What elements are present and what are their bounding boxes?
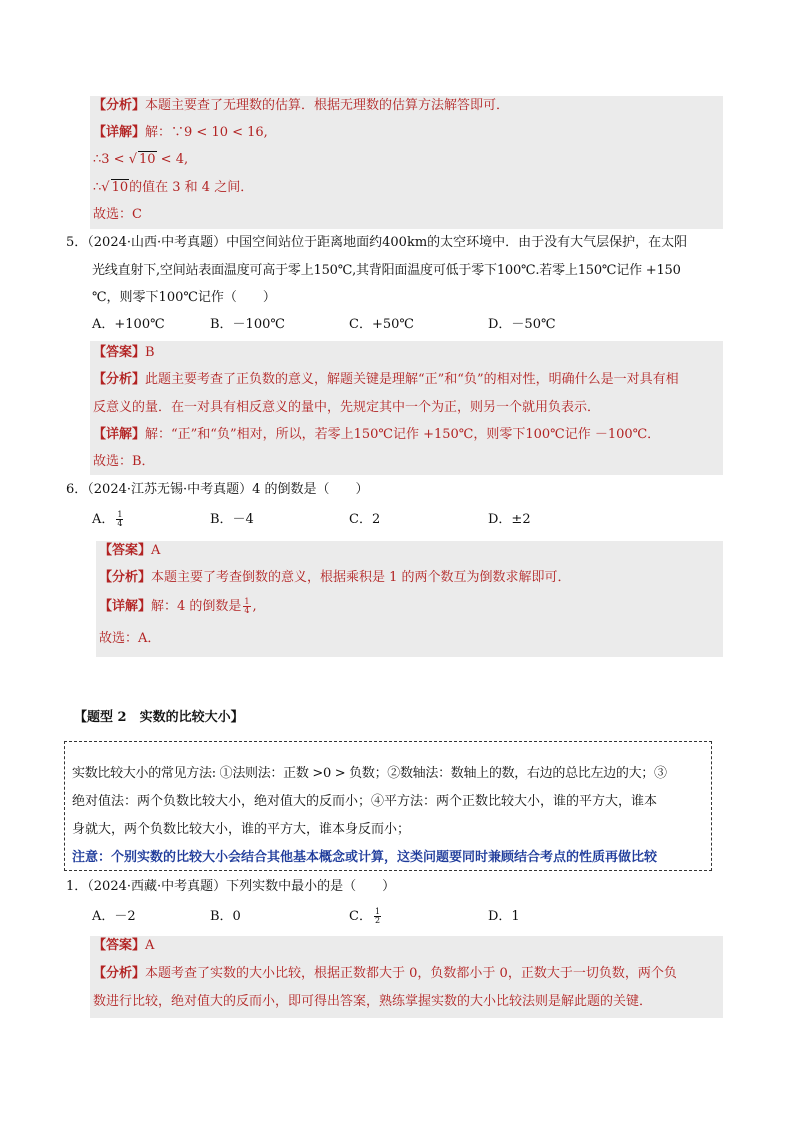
option-c: C．2 bbox=[349, 512, 381, 527]
analysis-line-2: 数进行比较，绝对值大的反而小，即可得出答案，熟练掌握实数的大小比较法则是解此题的关键． bbox=[93, 994, 653, 1009]
denominator: 4 bbox=[244, 606, 250, 615]
analysis-text: 本题主要查了无理数的估算．根据无理数的估算方法解答即可． bbox=[145, 98, 510, 113]
answer-line bbox=[99, 541, 160, 561]
answer-text: A bbox=[145, 938, 155, 953]
detail-tag: 【详解】 bbox=[93, 125, 146, 140]
question-number: 6． bbox=[66, 482, 88, 497]
answer-line bbox=[93, 343, 155, 363]
question-6-line-1 bbox=[66, 480, 369, 500]
detail-tag: 【详解】 bbox=[99, 599, 152, 614]
step1-suffix: < 4, bbox=[156, 152, 189, 167]
analysis-tag: 【分析】 bbox=[93, 372, 146, 387]
question-stem: 4 的倒数是（ ） bbox=[252, 482, 369, 497]
sqrt-symbol: √ bbox=[128, 152, 137, 167]
choice-line: 故选：A． bbox=[99, 631, 161, 646]
detail-suffix: , bbox=[252, 599, 257, 614]
question-source: （2024·江苏无锡·中考真题） bbox=[87, 482, 253, 497]
detail-line bbox=[93, 123, 268, 143]
question-stem: 下列实数中最小的是（ ） bbox=[226, 879, 396, 894]
detail-text: 解：∵9 < 10 < 16, bbox=[145, 125, 268, 140]
detail-line bbox=[93, 425, 660, 445]
analysis-line bbox=[93, 370, 679, 390]
question-source: （2024·山西·中考真题） bbox=[87, 235, 227, 250]
detail-prefix: 解：4 的倒数是 bbox=[151, 599, 242, 614]
answer-line bbox=[93, 936, 154, 956]
sqrt-radicand: 10 bbox=[139, 152, 156, 167]
tip-line-3: 身就大，两个负数比较大小，谁的平方大，谁本身反而小； bbox=[72, 822, 411, 837]
analysis-text: 本题主要了考查倒数的意义，根据乘积是 1 的两个数互为倒数求解即可． bbox=[151, 570, 571, 585]
analysis-line bbox=[93, 96, 509, 116]
option-c: C．+50℃ bbox=[349, 317, 414, 332]
choice-line: 故选：C bbox=[93, 207, 142, 222]
sqrt-radicand: 10 bbox=[111, 180, 129, 195]
option-label: A． bbox=[92, 512, 115, 527]
option-b: B．0 bbox=[210, 909, 241, 924]
fraction bbox=[116, 511, 123, 528]
denominator: 2 bbox=[374, 916, 381, 925]
option-d: D．1 bbox=[488, 909, 520, 924]
option-c bbox=[349, 907, 383, 927]
fraction bbox=[374, 908, 381, 925]
step2-prefix: ∴ bbox=[93, 180, 102, 195]
question-source: （2024·西藏·中考真题） bbox=[87, 879, 227, 894]
question-5-line-3: ℃，则零下100℃记作（ ） bbox=[92, 290, 276, 305]
answer-text: B bbox=[145, 345, 155, 360]
question-5-line-1 bbox=[66, 233, 687, 253]
denominator: 4 bbox=[117, 519, 123, 528]
sqrt-symbol: √ bbox=[101, 180, 110, 195]
detail-tag: 【详解】 bbox=[93, 427, 146, 442]
detail-line bbox=[99, 597, 257, 617]
fraction bbox=[243, 598, 250, 615]
answer-text: A bbox=[151, 543, 161, 558]
option-label: C． bbox=[349, 909, 372, 924]
answer-tag: 【答案】 bbox=[99, 543, 152, 558]
tip-note bbox=[72, 848, 657, 868]
question-1-line-1 bbox=[66, 877, 395, 897]
analysis-line-2: 反意义的量．在一对具有相反意义的量中，先规定其中一个为正，则另一个就用负表示． bbox=[93, 400, 601, 415]
option-a bbox=[92, 510, 125, 530]
note-text: 个别实数的比较大小会结合其他基本概念或计算，这类问题要同时兼顾结合考点的性质再做比较 bbox=[111, 850, 658, 865]
numerator: 1 bbox=[117, 510, 123, 519]
option-a: A．+100℃ bbox=[92, 317, 165, 332]
analysis-text: 此题主要考查了正负数的意义，解题关键是理解“正”和“负”的相对性，明确什么是一对具有相 bbox=[145, 372, 679, 387]
answer-tag: 【答案】 bbox=[93, 345, 146, 360]
option-d: D．±2 bbox=[488, 512, 531, 527]
analysis-tag: 【分析】 bbox=[99, 570, 152, 585]
option-b: B．－100℃ bbox=[210, 317, 285, 332]
detail-step-1 bbox=[93, 150, 188, 170]
option-a: A．－2 bbox=[92, 909, 136, 924]
detail-step-2 bbox=[93, 178, 253, 198]
analysis-line bbox=[99, 568, 571, 588]
numerator: 1 bbox=[244, 597, 250, 606]
step2-suffix: 的值在 3 和 4 之间． bbox=[129, 180, 254, 195]
analysis-text: 本题考查了实数的大小比较，根据正数都大于 0，负数都小于 0，正数大于一切负数，两个负 bbox=[145, 966, 677, 981]
question-number: 1． bbox=[66, 879, 88, 894]
detail-text: 解：“正”和“负”相对，所以，若零上150℃记作 +150℃，则零下100℃记作 －100℃． bbox=[145, 427, 661, 442]
choice-line: 故选：B． bbox=[93, 454, 155, 469]
option-b: B．－4 bbox=[210, 512, 254, 527]
question-number: 5． bbox=[66, 235, 88, 250]
step1-prefix: ∴3 < bbox=[93, 152, 129, 167]
analysis-tag: 【分析】 bbox=[93, 98, 146, 113]
option-d: D．－50℃ bbox=[488, 317, 556, 332]
analysis-tag: 【分析】 bbox=[93, 966, 146, 981]
tip-line-2: 绝对值法：两个负数比较大小，绝对值大的反而小；④平方法：两个正数比较大小，谁的平方大，谁本 bbox=[72, 794, 658, 809]
note-label: 注意： bbox=[72, 850, 112, 865]
question-stem: 中国空间站位于距离地面约400km的太空环境中．由于没有大气层保护，在太阳 bbox=[226, 235, 688, 250]
question-5-line-2: 光线直射下,空间站表面温度可高于零上150℃,其背阳面温度可低于零下100℃.若零上150℃记作 +150 bbox=[92, 263, 681, 278]
numerator: 1 bbox=[374, 907, 381, 916]
answer-tag: 【答案】 bbox=[93, 938, 146, 953]
analysis-line bbox=[93, 964, 677, 984]
tip-line-1: 实数比较大小的常见方法: ①法则法：正数 >0 > 负数；②数轴法：数轴上的数，右边的总比左边的大；③ bbox=[72, 766, 667, 781]
section-heading: 【题型 2 实数的比较大小】 bbox=[74, 710, 244, 725]
